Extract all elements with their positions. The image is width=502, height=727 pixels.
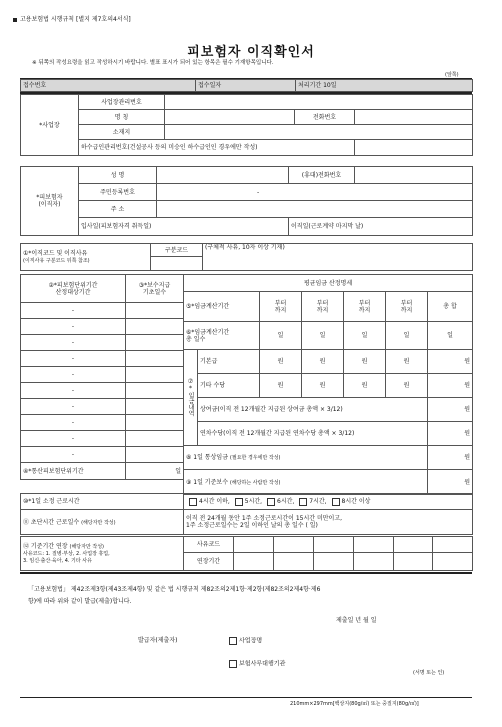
reason-table [20, 243, 473, 271]
extend-period-cell[interactable] [314, 553, 354, 571]
total-period-label: ④*통산피보험단위기간 [21, 463, 126, 480]
checkbox-icon[interactable] [332, 498, 340, 506]
period-table [20, 274, 184, 480]
issuer-option-agency-text: 보험사무대행기관 [239, 660, 286, 668]
bonus-label: 상여금(이직 전 12개월간 지급된 상여금 총액 × 3/12) [198, 398, 428, 422]
calc-period-cell[interactable] [386, 292, 428, 322]
extend-period-cell[interactable] [234, 553, 274, 571]
period-range-cell[interactable]: - [21, 431, 126, 447]
calc-period-label: ⑤*임금계산기간 [184, 292, 260, 322]
pay-days-cell[interactable] [126, 351, 184, 367]
checkbox-icon[interactable] [229, 637, 237, 645]
from-text: 부터 [316, 299, 329, 307]
receipt-date-label: 접수일자 [196, 80, 296, 92]
instruction-note: ※ 뒤쪽의 작성요령을 읽고 작성하시기 바랍니다. 별표 표시가 되어 있는 항목은 필수 기재항목입니다. [32, 60, 274, 66]
base-daily-cell[interactable]: 원 [428, 470, 473, 495]
insured-name-field[interactable] [157, 167, 289, 184]
form-reference-text: 고용보험법 시행규칙 [별지 제7호의4서식] [20, 16, 131, 23]
period-range-cell[interactable]: - [21, 303, 126, 319]
pay-days-cell[interactable] [126, 447, 184, 463]
paper-spec: 210mm×297mm[백상지(80g/㎡) 또는 중질지(80g/㎡)] [290, 701, 419, 707]
extend-period-cell[interactable] [433, 553, 473, 571]
base-pay-cell[interactable]: 원 [344, 350, 386, 374]
checkbox-icon[interactable] [299, 498, 307, 506]
insured-section-title: *피보험자 [36, 194, 63, 201]
to-text: 까지 [400, 306, 413, 314]
extend-code-label: 사유코드 [184, 537, 234, 553]
square-bullet-icon [13, 18, 17, 22]
checkbox-icon[interactable] [189, 498, 197, 506]
employer-address-field[interactable] [165, 125, 473, 140]
to-text: 까지 [358, 306, 371, 314]
leave-date-label: 이직일(근로계약 마지막 날) [289, 218, 473, 236]
base-pay-cell[interactable]: 원 [428, 350, 473, 374]
base-daily-note: (해당하는 사람만 작성) [229, 479, 281, 486]
extend-period-label: 연장기간 [184, 553, 234, 571]
base-pay-cell[interactable]: 원 [260, 350, 302, 374]
processing-period: 처리기간 10일 [296, 80, 473, 92]
wage-detail-vertical-label [184, 350, 198, 446]
work-hours-option[interactable] [232, 498, 260, 505]
extend-reason-line1: 사유코드: 1. 질병·부상, 2. 사업장 휴업, [23, 551, 110, 557]
pay-days-cell[interactable] [126, 367, 184, 383]
work-hours-options: 4시간 이하, 5시간, 6시간, 7시간, 8시간 이상 [184, 494, 473, 510]
extend-title: ⑫ 기준기간 연장 [23, 543, 68, 550]
period-range-cell[interactable]: - [21, 319, 126, 335]
period-row [21, 351, 184, 367]
work-hours-label: ⑩*1일 소정 근로시간 [21, 494, 184, 510]
pay-days-cell[interactable] [126, 319, 184, 335]
extend-period-cell[interactable] [274, 553, 314, 571]
total-sum-label: 총 합 [428, 292, 473, 322]
insured-table [20, 166, 473, 236]
work-hours-option[interactable] [329, 498, 371, 505]
employer-table [20, 94, 473, 156]
pay-days-cell[interactable] [126, 383, 184, 399]
extend-code-cell[interactable] [314, 537, 354, 553]
base-daily-label [184, 470, 428, 495]
period-row [21, 447, 184, 463]
from-text: 부터 [400, 299, 413, 307]
short-work-note: (해당자만 작성) [81, 519, 116, 526]
calc-days-cell[interactable]: 일 [428, 322, 473, 350]
bottom-rule [20, 697, 472, 698]
from-text: 부터 [358, 299, 371, 307]
other-allowance-cell[interactable]: 원 [428, 374, 473, 398]
calc-days-cell[interactable]: 일 [344, 322, 386, 350]
calc-days-cell[interactable]: 일 [386, 322, 428, 350]
other-allowance-cell[interactable]: 원 [386, 374, 428, 398]
work-hours-option-text: 7시간 [309, 498, 325, 505]
short-work-desc[interactable] [184, 510, 473, 535]
to-text: 까지 [274, 306, 287, 314]
period-row [21, 383, 184, 399]
subcontract-field[interactable] [355, 140, 473, 156]
employer-mgmt-no-field[interactable] [165, 95, 473, 110]
normal-wage-cell[interactable]: 원 [428, 446, 473, 470]
pay-days-sub: 기초일수 [142, 288, 167, 296]
period-row [21, 335, 184, 351]
employer-section-label: *사업장 [21, 95, 79, 156]
work-hours-option[interactable] [296, 498, 324, 505]
period-range-cell[interactable]: - [21, 335, 126, 351]
extend-table [20, 536, 473, 571]
wage-detail-vertical-text: ⑦*임금내역 [187, 377, 194, 416]
period-row [21, 367, 184, 383]
period-range-cell[interactable]: - [21, 415, 126, 431]
short-work-label [21, 510, 184, 535]
extend-reason-line2: 3. 임신·출산·육아, 4. 기타 사유 [23, 558, 92, 564]
period-col-sub: 산정대상기간 [55, 288, 91, 296]
issuer-label: 발급자(제출자) [138, 637, 178, 644]
period-col-header [21, 275, 126, 303]
reason-code-label: 구분코드 [151, 244, 203, 257]
short-work-line2: 1주 소정근로일수는 2일 이하인 날의 총 일수 ( 일) [186, 522, 318, 529]
period-col-title: ②*피보험단위기간 [48, 281, 98, 289]
leave-reason-label [21, 244, 151, 271]
legal-text-2: 항)에 따라 위와 같이 발급(제출)합니다. [28, 598, 132, 605]
period-row [21, 399, 184, 415]
extend-code-cell[interactable] [274, 537, 314, 553]
insured-address-label: 주 소 [79, 201, 157, 218]
insured-address-field[interactable] [157, 201, 473, 218]
normal-wage-title: ⑧ 1일 통상임금 [186, 454, 228, 461]
period-row [21, 431, 184, 447]
legal-text-1: 「고용보험법」 제42조제3항(제43조제4항) 및 같은 법 시행규칙 제82조의2제1항·제2항(제82조의2제4항·제6 [28, 586, 321, 593]
calc-days-cell[interactable]: 일 [260, 322, 302, 350]
short-work-title: ⑪ 초단시간 근로일수 [23, 518, 80, 526]
other-allowance-cell[interactable]: 원 [302, 374, 344, 398]
work-hours-option-text: 6시간 [277, 498, 293, 505]
insured-mobile-field[interactable] [355, 167, 473, 184]
extend-period-cell[interactable] [354, 553, 394, 571]
insured-section-sub: (이직자) [38, 201, 61, 208]
page-title: 피보험자 이직확인서 [187, 45, 315, 60]
extend-code-cell[interactable] [234, 537, 274, 553]
calc-period-cell[interactable] [344, 292, 386, 322]
employer-name-field[interactable] [165, 110, 295, 125]
wage-header: 평균임금 산정명세 [184, 275, 473, 292]
checkbox-icon[interactable] [235, 498, 243, 506]
issuer-option-workplace[interactable] [226, 637, 262, 645]
pay-days-col-header [126, 275, 184, 303]
normal-wage-note: (필요한 경우에만 작성) [229, 455, 281, 461]
extend-period-cell[interactable] [394, 553, 433, 571]
to-text: 까지 [316, 306, 329, 314]
work-hours-option[interactable] [264, 498, 292, 505]
subcontract-label: 하수급인관리번호(건설공사 등의 미승인 하수급인인 경우에만 작성) [79, 140, 355, 156]
submit-date[interactable]: 제출일 년 월 일 [336, 617, 377, 624]
extend-note: (해당자만 작성) [69, 544, 104, 550]
bottom-table [20, 493, 473, 535]
employer-name-label: 명 칭 [79, 110, 165, 125]
insured-mobile-label: (휴대)전화번호 [289, 167, 355, 184]
extend-code-cell[interactable] [354, 537, 394, 553]
page-side-mark: (앞쪽) [445, 72, 459, 78]
reason-detail-field[interactable]: (구체적 사유, 10자 이상 기재) [203, 244, 473, 271]
issuer-option-workplace-text: 사업장명 [239, 637, 263, 645]
base-pay-label: 기본급 [198, 350, 260, 374]
work-hours-option-text: 4시간 이하 [199, 498, 228, 505]
calc-days-title: ⑥*임금계산기간 [186, 328, 230, 336]
calc-days-cell[interactable]: 일 [302, 322, 344, 350]
calc-days-sub: 총 일수 [186, 335, 206, 343]
checkbox-icon[interactable] [229, 660, 237, 668]
work-hours-option[interactable] [186, 498, 228, 505]
leave-reason-sub: (이직사유 구분코드 뒤쪽 참조) [23, 258, 90, 264]
normal-wage-label [184, 446, 428, 470]
from-text: 부터 [274, 299, 287, 307]
employer-mgmt-no-label: 사업장관리번호 [79, 95, 165, 110]
annual-leave-label: 연차수당(이직 전 12개월간 지급된 연차수당 총액 × 3/12) [198, 422, 428, 446]
pay-days-cell[interactable] [126, 335, 184, 351]
acquisition-date-label: 입사일(피보험자격 취득일) [79, 218, 289, 236]
receipt-number-label: 접수번호 [21, 80, 196, 92]
bonus-cell[interactable]: 원 [428, 398, 473, 422]
other-allowance-cell[interactable]: 원 [344, 374, 386, 398]
footer-rule [20, 572, 472, 574]
insured-rrn-label: 주민등록번호 [79, 184, 157, 201]
wage-table [183, 274, 473, 495]
issuer-option-agency[interactable] [226, 660, 285, 668]
form-reference [13, 16, 131, 23]
pay-days-cell[interactable] [126, 303, 184, 319]
insured-name-label: 성 명 [79, 167, 157, 184]
other-allowance-label: 기타 수당 [198, 374, 260, 398]
leave-reason-title: ①*이직코드 및 이직사유 [23, 250, 88, 257]
period-range-cell[interactable]: - [21, 351, 126, 367]
calc-period-cell[interactable] [302, 292, 344, 322]
annual-leave-cell[interactable]: 원 [428, 422, 473, 446]
reason-code-field[interactable] [151, 257, 203, 271]
calc-period-cell[interactable] [260, 292, 302, 322]
other-allowance-cell[interactable]: 원 [260, 374, 302, 398]
base-pay-cell[interactable]: 원 [302, 350, 344, 374]
work-hours-option-text: 8시간 이상 [341, 498, 371, 505]
employer-phone-label: 전화번호 [295, 110, 355, 125]
insured-rrn-field[interactable]: - [157, 184, 473, 201]
total-period-unit: 일 [126, 463, 184, 480]
base-daily-title: ⑨ 1일 기준보수 [186, 478, 228, 486]
employer-phone-field[interactable] [355, 110, 473, 125]
signature-label: (서명 또는 인) [413, 670, 445, 676]
checkbox-icon[interactable] [267, 498, 275, 506]
receipt-table [20, 79, 473, 92]
period-row [21, 303, 184, 319]
period-row [21, 415, 184, 431]
period-range-cell[interactable]: - [21, 447, 126, 463]
period-range-cell[interactable]: - [21, 367, 126, 383]
pay-days-title: ③*보수지급 [138, 281, 171, 289]
period-range-cell[interactable]: - [21, 383, 126, 399]
base-pay-cell[interactable]: 원 [386, 350, 428, 374]
period-row [21, 319, 184, 335]
period-range-cell[interactable]: - [21, 399, 126, 415]
pay-days-cell[interactable] [126, 399, 184, 415]
work-hours-option-text: 5시간 [244, 498, 261, 505]
pay-days-cell[interactable] [126, 431, 184, 447]
employer-address-label: 소재지 [79, 125, 165, 140]
calc-days-label [184, 322, 260, 350]
extend-label [21, 537, 184, 571]
extend-code-cell[interactable] [394, 537, 433, 553]
insured-section-label [21, 167, 79, 236]
extend-code-cell[interactable] [433, 537, 473, 553]
pay-days-cell[interactable] [126, 415, 184, 431]
short-work-line1: 이직 전 24개월 동안 1주 소정근로시간이 15시간 미만이고, [186, 515, 343, 522]
